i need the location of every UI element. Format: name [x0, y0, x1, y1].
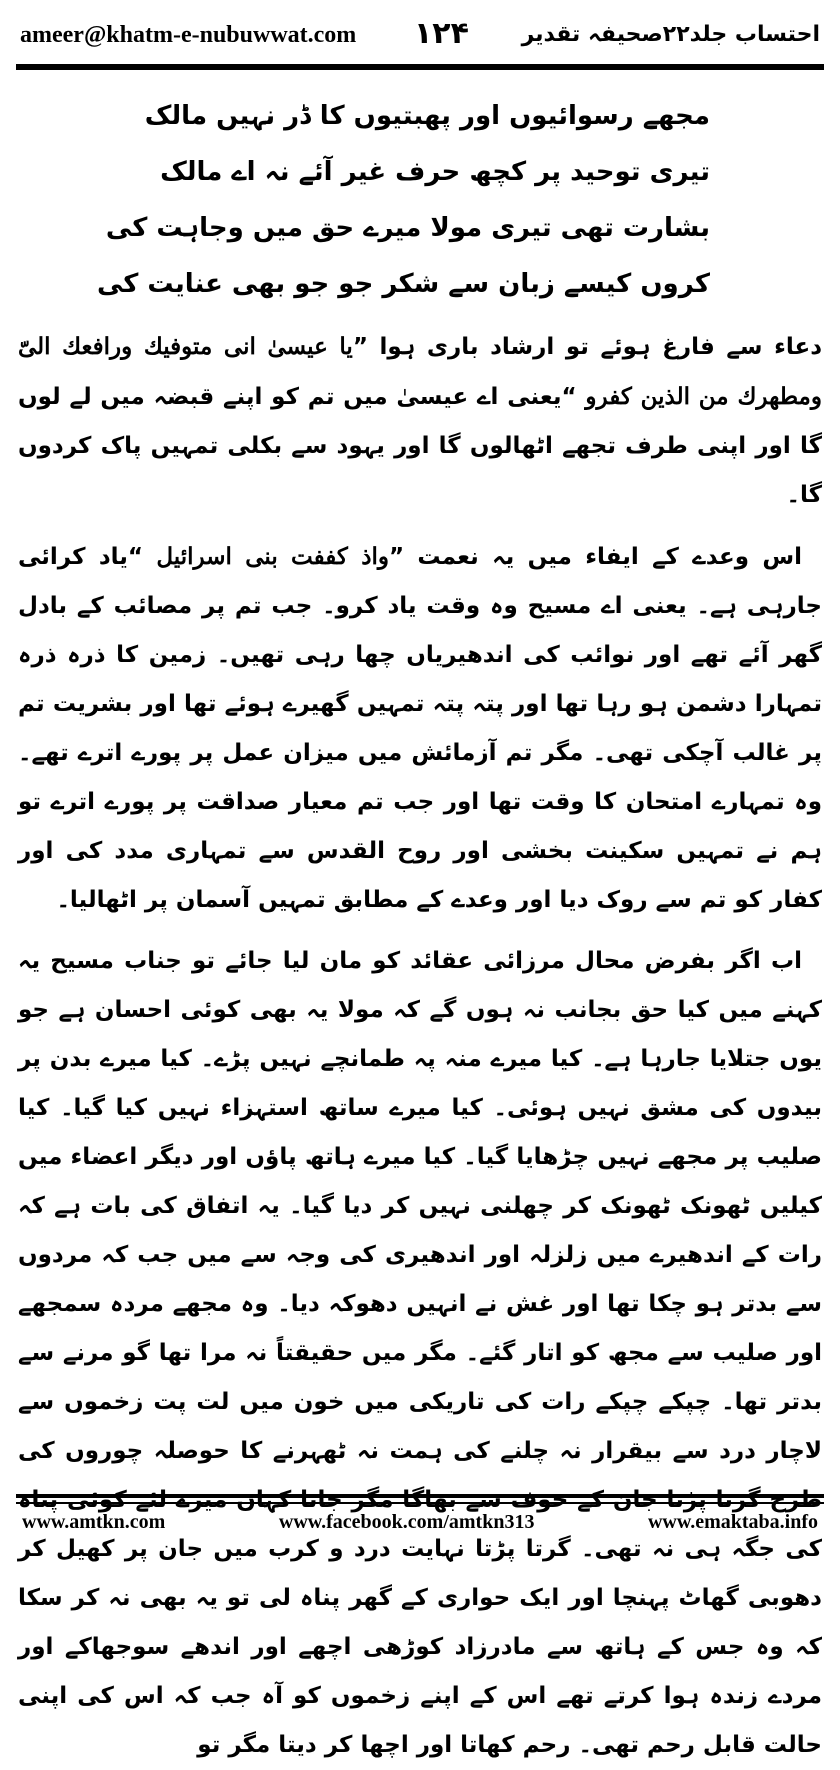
paragraph-text: “یاد کرائی جارہی ہے۔ یعنی اے مسیح وہ وقت یاد کرو۔ جب تم پر مصائب کے بادل گھر آئے تھے اور نوائب کی اندھیریاں چھا رہی تھیں۔ زمین کا ذرہ ذرہ تمہارا دشمن ہو رہا تھا اور پتہ پتہ تمہیں گھیرے ہوئے تھا اور بشریت تم پر غالب آچکی تھی۔ مگر تم آزمائش میں میزان عمل پر پورے اترے تھے۔ وہ تمہارے امتحان کا وقت تھا اور جب تم معیار صداقت پر پورے اترے تو ہم نے تمہیں سکینت بخشی اور روح القدس سے تمہاری مدد کی اور کفار کو تم سے روک دیا اور وعدے کے مطابق تمہیں آسمان پر اٹھالیا۔: [18, 544, 822, 913]
header-email: ameer@khatm-e-nubuwwat.com: [20, 22, 357, 48]
poem-block: [96, 88, 710, 312]
footer-link-amtkn[interactable]: www.amtkn.com: [22, 1510, 166, 1533]
header-rule: [16, 64, 824, 70]
body-text: [18, 322, 822, 1770]
arabic-quote: واذ کففت بنی اسرائیل: [156, 543, 389, 570]
paragraph-text: اس وعدے کے ایفاء میں یہ نعمت ”: [388, 544, 802, 570]
page-number: ۱۲۴: [414, 16, 469, 51]
poem-verse: بشارت تھی تیری مولا میرے حق میں وجاہت کی: [105, 213, 710, 243]
arabic-quote: یا عیسیٰ انی متوفیك ورافعك الیّ ومطهرك من الذین کفرو: [18, 333, 822, 410]
footer-rule: [16, 1494, 824, 1498]
book-title: احتساب جلد۲۲صحیفہ تقدیر: [521, 22, 820, 47]
footer-link-facebook[interactable]: www.facebook.com/amtkn313: [278, 1510, 535, 1533]
footer-rule-thin: [16, 1502, 824, 1504]
paragraph: [18, 937, 822, 1770]
page-header: [16, 14, 824, 60]
paragraph: [18, 322, 822, 520]
poem-verse: مجھے رسوائیوں اور پھبتیوں کا ڈر نہیں مالک: [144, 101, 710, 131]
paragraph-text: اب اگر بفرض محال مرزائی عقائد کو مان لیا جائے تو جناب مسیح یہ کہنے میں کیا حق بجانب نہ ہوں گے کہ مولا یہ بھی کوئی احسان ہے جو یوں جتلایا جارہا ہے۔ کیا میرے منہ پہ طمانچے نہیں پڑے۔ کیا میرے بدن پر بیدوں کی مشق نہیں ہوئی۔ کیا میرے ساتھ استہزاء نہیں کیا گیا۔ کیا صلیب پر مجھے نہیں چڑھایا گیا۔ کیا میرے ہاتھ پاؤں اور دیگر اعضاء میں کیلیں ٹھونک ٹھونک کر چھلنی نہیں کر دیا گیا۔ یہ اتفاق کی بات ہے کہ رات کے اندھیرے میں زلزلہ اور اندھیری کی وجہ سے میں جب کہ مردوں سے بدتر ہو چکا تھا اور غش نے انہیں دھوکہ دیا۔ وہ مجھے مردہ سمجھے اور صلیب سے مجھ کو اتار گئے۔ مگر میں حقیقتاً نہ مرا تھا گو مرنے سے بدتر تھا۔ چپکے چپکے رات کی تاریکی میں خون میں لت پت زخموں سے لاچار درد سے بیقرار نہ چلنے کی ہمت نہ ٹھہرنے کا حوصلہ چوروں کی طرح گرتا پڑتا جان کے خوف سے بھاگا مگر جاتا کہاں میرے لئے کوئی پناہ کی جگہ ہی نہ تھی۔ گرتا پڑتا نہایت درد و کرب میں جان پر کھیل کر دھوبی گھاٹ پہنچا اور ایک حواری کے گھر پناہ لی تو یہ بھی نہ کر سکا کہ وہ جس کے ہاتھ سے مادرزاد کوڑھی اچھے اور اندھے سوجھاکے اور مردے زندہ ہوا کرتے تھے اس کے اپنے زخموں کو آہ جب کہ اس کی اپنی حالت قابل رحم تھی۔ رحم کھاتا اور اچھا کر دیتا مگر تو: [18, 948, 822, 1758]
footer-link-emaktaba[interactable]: www.emaktaba.info: [647, 1510, 818, 1533]
poem-verse: کروں کیسے زبان سے شکر جو جو بھی عنایت کی: [96, 269, 710, 299]
poem-verse: تیری توحید پر کچھ حرف غیر آئے نہ اے مالک: [160, 157, 710, 187]
page-footer: [16, 1508, 824, 1536]
paragraph-text: دعاء سے فارغ ہوئے تو ارشاد باری ہوا ”: [352, 334, 822, 360]
paragraph: [18, 532, 822, 925]
paragraph-text: “یعنی اے عیسیٰ میں تم کو اپنے قبضہ میں لے لوں گا اور اپنی طرف تجھے اٹھالوں گا اور یہود سے بکلی تمہیں پاک کردوں گا۔: [18, 384, 822, 508]
